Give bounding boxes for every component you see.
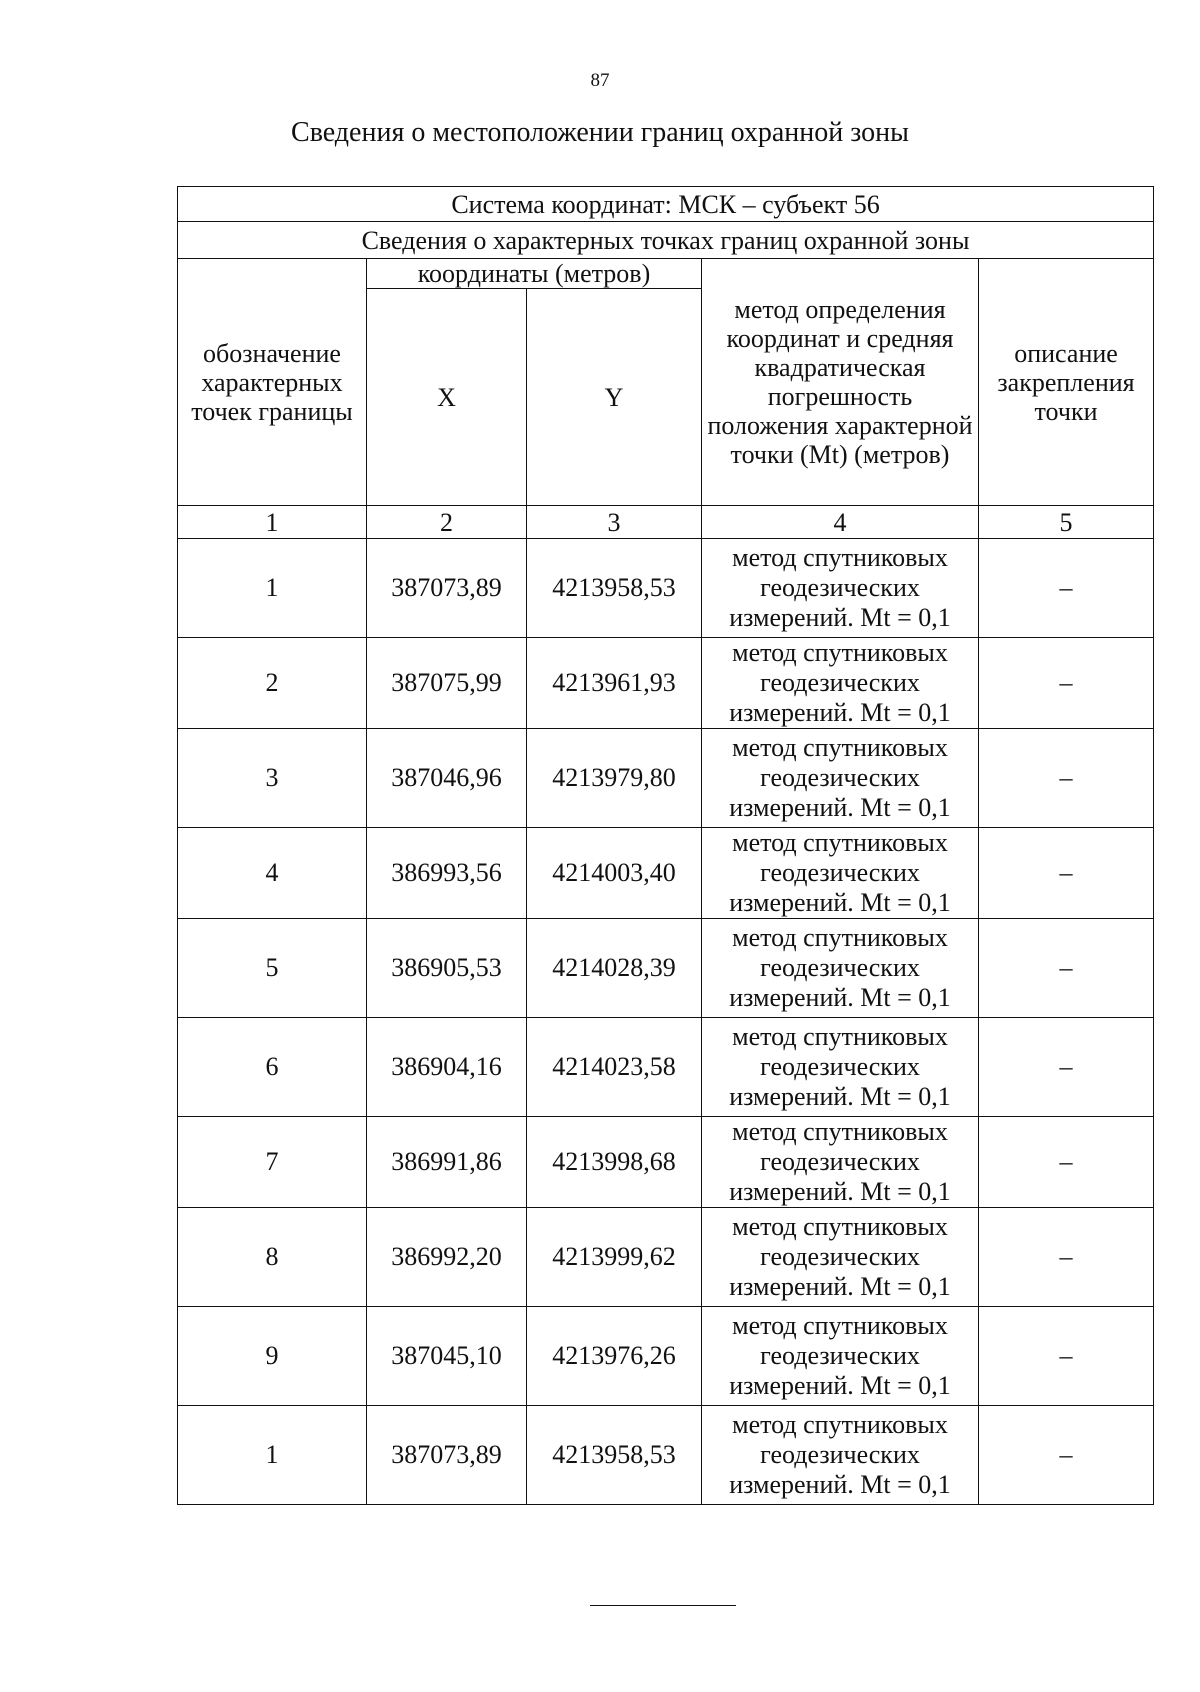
header-description: описание закрепления точки	[979, 259, 1154, 506]
point-number-cell: 2	[178, 638, 367, 729]
column-number-row	[178, 506, 1154, 539]
column-number: 1	[178, 506, 367, 539]
column-number: 5	[979, 506, 1154, 539]
page-number: 87	[590, 70, 610, 91]
table-row	[178, 919, 1154, 1018]
header-method: метод определения координат и средняя квадратическая погрешность положения характерной точки (Mt) (метров)	[702, 259, 979, 506]
method-cell: метод спутниковых геодезических измерений. Mt = 0,1	[702, 1307, 979, 1406]
point-number-cell: 6	[178, 1018, 367, 1117]
description-cell: –	[979, 638, 1154, 729]
y-coordinate-cell: 4213976,26	[527, 1307, 702, 1406]
y-coordinate-cell: 4213958,53	[527, 1406, 702, 1505]
column-number: 3	[527, 506, 702, 539]
section-title-cell: Сведения о характерных точках границ охранной зоны	[178, 222, 1154, 259]
point-number-cell: 5	[178, 919, 367, 1018]
table-row	[178, 539, 1154, 638]
method-cell: метод спутниковых геодезических измерений. Mt = 0,1	[702, 638, 979, 729]
x-coordinate-cell: 386904,16	[367, 1018, 527, 1117]
description-cell: –	[979, 1208, 1154, 1307]
description-cell: –	[979, 1406, 1154, 1505]
method-cell: метод спутниковых геодезических измерений. Mt = 0,1	[702, 919, 979, 1018]
point-number-cell: 9	[178, 1307, 367, 1406]
method-cell: метод спутниковых геодезических измерений. Mt = 0,1	[702, 1208, 979, 1307]
method-cell: метод спутниковых геодезических измерений. Mt = 0,1	[702, 729, 979, 828]
x-coordinate-cell: 386992,20	[367, 1208, 527, 1307]
y-coordinate-cell: 4214023,58	[527, 1018, 702, 1117]
point-number-cell: 1	[178, 1406, 367, 1505]
y-coordinate-cell: 4213998,68	[527, 1117, 702, 1208]
x-coordinate-cell: 386991,86	[367, 1117, 527, 1208]
boundary-points-table	[177, 186, 1154, 1505]
method-cell: метод спутниковых геодезических измерений. Mt = 0,1	[702, 828, 979, 919]
description-cell: –	[979, 828, 1154, 919]
y-coordinate-cell: 4214003,40	[527, 828, 702, 919]
x-coordinate-cell: 387046,96	[367, 729, 527, 828]
description-cell: –	[979, 1307, 1154, 1406]
column-number: 2	[367, 506, 527, 539]
table-row	[178, 1406, 1154, 1505]
x-coordinate-cell: 387073,89	[367, 1406, 527, 1505]
table-row	[178, 1117, 1154, 1208]
table-row	[178, 729, 1154, 828]
table-row	[178, 1307, 1154, 1406]
y-coordinate-cell: 4214028,39	[527, 919, 702, 1018]
x-coordinate-cell: 387075,99	[367, 638, 527, 729]
footer-divider	[590, 1605, 736, 1606]
table-row	[178, 1208, 1154, 1307]
table-row	[178, 638, 1154, 729]
y-coordinate-cell: 4213958,53	[527, 539, 702, 638]
description-cell: –	[979, 1018, 1154, 1117]
description-cell: –	[979, 729, 1154, 828]
x-coordinate-cell: 387045,10	[367, 1307, 527, 1406]
description-cell: –	[979, 919, 1154, 1018]
header-y: Y	[527, 289, 702, 506]
description-cell: –	[979, 1117, 1154, 1208]
header-x: X	[367, 289, 527, 506]
x-coordinate-cell: 386993,56	[367, 828, 527, 919]
y-coordinate-cell: 4213999,62	[527, 1208, 702, 1307]
coord-system-cell: Система координат: МСК – субъект 56	[178, 187, 1154, 222]
column-number: 4	[702, 506, 979, 539]
y-coordinate-cell: 4213979,80	[527, 729, 702, 828]
point-number-cell: 3	[178, 729, 367, 828]
point-number-cell: 4	[178, 828, 367, 919]
method-cell: метод спутниковых геодезических измерений. Mt = 0,1	[702, 539, 979, 638]
x-coordinate-cell: 386905,53	[367, 919, 527, 1018]
method-cell: метод спутниковых геодезических измерений. Mt = 0,1	[702, 1117, 979, 1208]
table-row	[178, 828, 1154, 919]
point-number-cell: 8	[178, 1208, 367, 1307]
point-number-cell: 1	[178, 539, 367, 638]
page-title: Сведения о местоположении границ охранной зоны	[291, 117, 909, 148]
header-coordinates: координаты (метров)	[367, 259, 702, 289]
description-cell: –	[979, 539, 1154, 638]
point-number-cell: 7	[178, 1117, 367, 1208]
x-coordinate-cell: 387073,89	[367, 539, 527, 638]
method-cell: метод спутниковых геодезических измерений. Mt = 0,1	[702, 1018, 979, 1117]
table-row	[178, 1018, 1154, 1117]
method-cell: метод спутниковых геодезических измерений. Mt = 0,1	[702, 1406, 979, 1505]
header-designation: обозначение характерных точек границы	[178, 259, 367, 506]
y-coordinate-cell: 4213961,93	[527, 638, 702, 729]
